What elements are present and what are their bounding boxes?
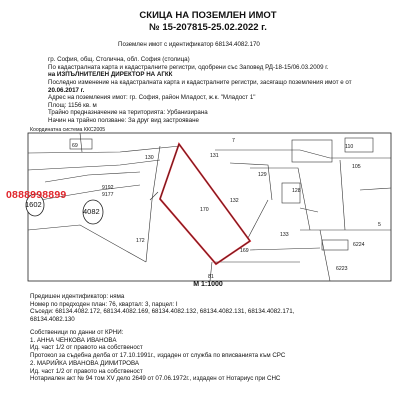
owner-1-share: Ид. част 1/2 от правото на собственост <box>30 344 143 351</box>
parcel-label: 128 <box>292 188 301 194</box>
last-change-date: 20.06.2017 г. <box>48 86 85 94</box>
previous-plan-number: Номер по предходен план: 76, квартал: 3, парцел: I <box>30 300 178 308</box>
parcel-label: 131 <box>210 153 219 159</box>
owners-heading: Собственици по данни от КРНИ: <box>30 329 124 336</box>
owner-1-name: 1. АННА ЧЕНКОВА ИВАНОВА <box>30 336 117 344</box>
subject-parcel-label: 170 <box>200 207 209 213</box>
document-number: № 15-207815-25.02.2022 г. <box>149 22 267 33</box>
parcel-boundary <box>146 146 160 262</box>
subject-parcel-outline <box>160 144 250 264</box>
area-line: Площ: 1156 кв. м <box>48 101 97 109</box>
parcel-boundary <box>230 163 272 200</box>
road-edge <box>45 172 140 182</box>
parcel-boundary <box>215 150 391 158</box>
parcel-label: 110 <box>345 144 354 150</box>
parcel-boundary <box>248 200 268 238</box>
neighbours-line-2: 68134.4082.130 <box>30 315 75 323</box>
usage-line: Начин на трайно ползване: За друг вид застрояване <box>48 116 199 124</box>
parcel-label: 132 <box>230 198 239 204</box>
parcel-label: 9192 <box>102 185 114 191</box>
owner-2-share: Ид. част 1/2 от правото на собственост <box>30 367 143 375</box>
parcel-boundary <box>28 225 146 262</box>
building-outline <box>292 140 332 162</box>
location-line: гр. София, общ. Столична, обл. София (столица) <box>48 56 190 63</box>
owner-1-document: Протокол за съдебна делба от 17.10.1991г., издаден от служба по вписванията към СРС <box>30 351 286 359</box>
parcel-label: 9177 <box>102 192 114 198</box>
parcel-label: 6223 <box>336 266 348 272</box>
parcel-boundary <box>340 160 345 230</box>
parcel-boundary <box>250 248 320 250</box>
parcel-label: 6224 <box>353 242 365 248</box>
quarter-label-4082: 4082 <box>83 207 100 216</box>
last-change-line: Последно изменение на кадастралната карта и кадастралните регистри, засягащо поземления имот е от <box>48 79 352 86</box>
parcel-boundary <box>300 208 318 212</box>
parcel-label: 129 <box>258 172 267 178</box>
parcel-label: 69 <box>72 143 78 149</box>
parcel-boundary <box>150 192 158 200</box>
coordinate-system-label: Координатна система ККС2005 <box>30 127 106 133</box>
parcel-label: 105 <box>352 164 361 170</box>
purpose-line: Трайно предназначение на територията: Урбанизирана <box>48 109 208 116</box>
parcel-label: 5 <box>378 222 381 228</box>
issuer-line: на ИЗПЪЛНИТЕЛЕН ДИРЕКТОР НА АГКК <box>48 71 173 78</box>
map-scale: М 1:1000 <box>193 281 223 288</box>
property-identifier: Поземлен имот с идентификатор 68134.4082.170 <box>118 41 260 48</box>
owner-2-name: 2. МАРИЙКА ИВАНОВА ДИМИТРОВА <box>30 360 140 367</box>
parcel-boundary <box>28 160 160 170</box>
parcel-boundary <box>360 188 391 190</box>
parcel-label: 172 <box>136 238 145 244</box>
phone-watermark: 0888998899 <box>6 189 67 201</box>
address-line: Адрес на поземления имот: гр. София, район Младост, ж.к. "Младост 1" <box>48 94 256 101</box>
building-outline <box>322 240 348 250</box>
cadastral-order-line: По кадастралната карта и кадастралните регистри, одобрени със Заповед РД-18-15/06.03.2009 г. <box>48 63 329 71</box>
owner-2-document: Нотариален акт № 94 том XV дело 2649 от 07.06.1972г., издаден от Нотариус при СНС <box>30 375 281 382</box>
parcel-boundary <box>320 230 330 281</box>
parcel-label: 81 <box>208 274 214 280</box>
parcel-boundary <box>28 146 180 153</box>
parcel-label: 169 <box>240 248 249 254</box>
parcel-label: 7 <box>232 138 235 144</box>
document-title: СКИЦА НА ПОЗЕМЛЕН ИМОТ <box>139 10 277 21</box>
quarter-label-1602: 1602 <box>25 200 42 209</box>
previous-identifier: Предишен идентификатор: няма <box>30 293 125 300</box>
parcel-label: 133 <box>280 232 289 238</box>
parcel-label: 130 <box>145 155 154 161</box>
neighbours-line: Съседи: 68134.4082.172, 68134.4082.169, 68134.4082.132, 68134.4082.131, 68134.4082.171, <box>30 308 295 315</box>
